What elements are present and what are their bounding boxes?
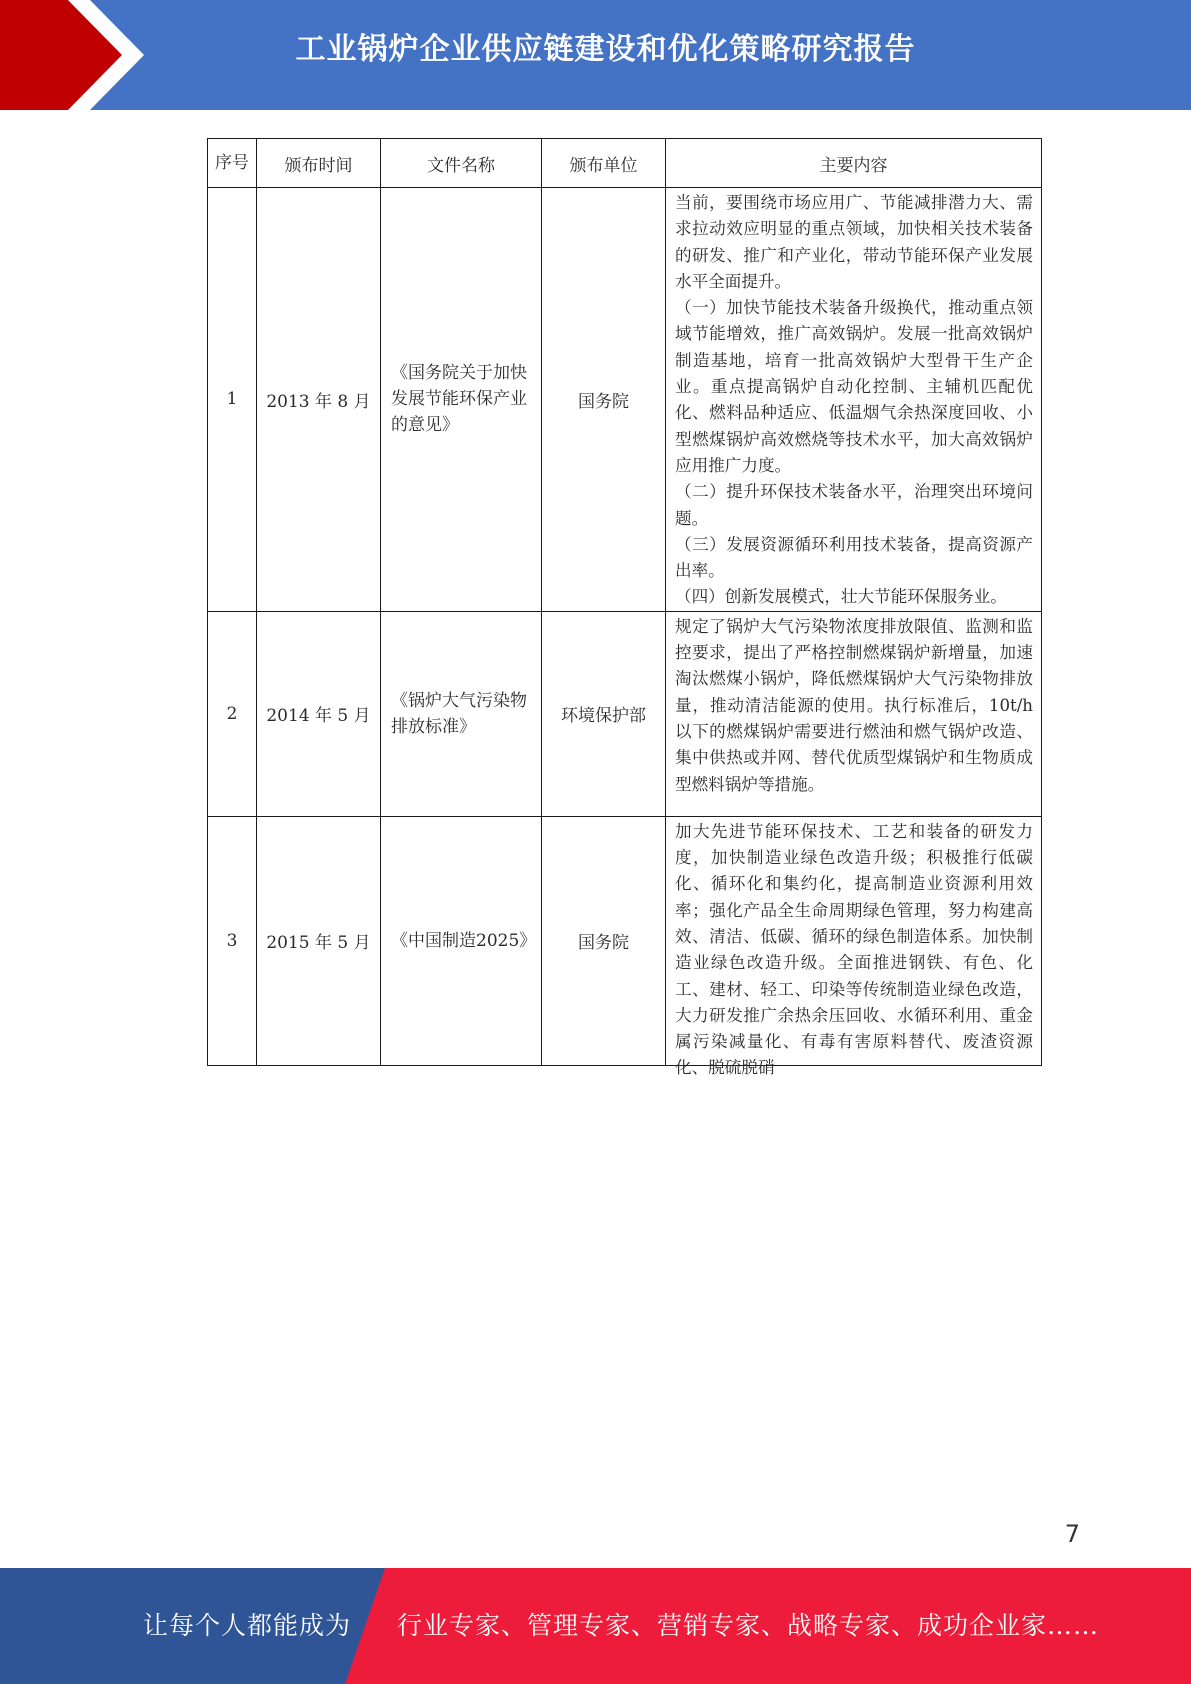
footer-slogan-right: 行业专家、管理专家、营销专家、战略专家、成功企业家…… bbox=[397, 1611, 1100, 1640]
row-issuer: 环境保护部 bbox=[542, 611, 666, 816]
page-header bbox=[0, 0, 1191, 110]
row-content bbox=[666, 188, 1042, 612]
footer-slogan-left: 让每个人都能成为 bbox=[143, 1611, 352, 1640]
row-document-title: 《中国制造2025》 bbox=[381, 816, 542, 1065]
table-row bbox=[208, 188, 1042, 612]
table-row bbox=[208, 611, 1042, 816]
content-paragraph: 当前，要围绕市场应用广、节能减排潜力大、需求拉动效应明显的重点领域，加快相关技术装备的研发、推广和产业化，带动节能环保产业发展水平全面提升。 bbox=[675, 193, 1033, 291]
content-paragraph: 规定了锅炉大气污染物浓度排放限值、监测和监控要求，提出了严格控制燃煤锅炉新增量，加速淘汰燃煤小锅炉，降低燃煤锅炉大气污染物排放量，推动清洁能源的使用。执行标准后，10t/h 以下的燃煤锅炉需要进行燃油和燃气锅炉改造、集中供热或并网、替代优质型煤锅炉和生物质成型燃料锅炉等措施。 bbox=[675, 616, 1033, 794]
row-content bbox=[666, 816, 1042, 1078]
row-number: 3 bbox=[208, 816, 257, 1065]
content-paragraph: （二）提升环保技术装备水平，治理突出环境问题。 bbox=[675, 482, 1033, 528]
content-clip bbox=[675, 819, 1033, 1078]
row-content bbox=[666, 611, 1042, 816]
content-paragraph: （三）发展资源循环利用技术装备，提高资源产出率。 bbox=[675, 534, 1033, 581]
column-header-issuer: 颁布单位 bbox=[542, 139, 666, 188]
row-date: 2013 年 8 月 bbox=[257, 188, 381, 612]
row-date: 2014 年 5 月 bbox=[257, 611, 381, 816]
row-date: 2015 年 5 月 bbox=[257, 816, 381, 1065]
column-header-content: 主要内容 bbox=[666, 139, 1042, 188]
row-document-title: 《锅炉大气污染物排放标准》 bbox=[381, 611, 542, 816]
content-paragraph: 加大先进节能环保技术、工艺和装备的研发力度，加快制造业绿色改造升级；积极推行低碳化、循环化和集约化，提高制造业资源利用效率；强化产品全生命周期绿色管理，努力构建高效、清洁、低碳、循环的绿色制造体系。加快制造业绿色改造升级。全面推进钢铁、有色、化工、建材、轻工、印染等传统制造业绿色改造，大力研发推广余热余压回收、水循环利用、重金属污染减量化、有毒有害原料替代、废渣资源化、脱硫脱硝 bbox=[675, 821, 1033, 1078]
column-header-title: 文件名称 bbox=[381, 139, 542, 188]
content-paragraph: （一）加快节能技术装备升级换代，推动重点领域节能增效，推广高效锅炉。发展一批高效锅炉制造基地，培育一批高效锅炉大型骨干生产企业。重点提高锅炉自动化控制、主辅机匹配优化、燃料品种适应、低温烟气余热深度回收、小型燃煤锅炉高效燃烧等技术水平，加大高效锅炉应用推广力度。 bbox=[675, 298, 1033, 475]
report-title: 工业锅炉企业供应链建设和优化策略研究报告 bbox=[295, 32, 916, 67]
policy-table bbox=[207, 138, 1042, 1078]
row-issuer: 国务院 bbox=[542, 816, 666, 1065]
column-header-date: 颁布时间 bbox=[257, 139, 381, 188]
row-number: 2 bbox=[208, 611, 257, 816]
table-row bbox=[208, 816, 1042, 1065]
content-paragraph: （四）创新发展模式，壮大节能环保服务业。 bbox=[675, 587, 1007, 607]
page-number: 7 bbox=[1064, 1520, 1080, 1548]
table-header-row bbox=[208, 139, 1042, 188]
row-document-title: 《国务院关于加快发展节能环保产业的意见》 bbox=[381, 188, 542, 612]
page-footer bbox=[0, 1568, 1191, 1684]
row-issuer: 国务院 bbox=[542, 188, 666, 612]
row-number: 1 bbox=[208, 188, 257, 612]
column-header-no: 序号 bbox=[208, 139, 257, 188]
